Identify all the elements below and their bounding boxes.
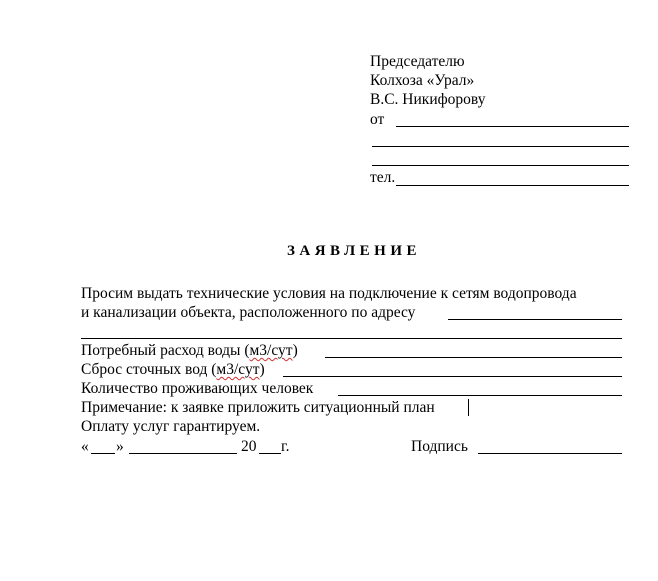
water-unit: м3/сут <box>249 342 293 359</box>
from-blank-line <box>396 126 629 127</box>
year-blank-line <box>259 453 281 454</box>
month-blank-line <box>129 453 237 454</box>
residents-fill-line <box>338 395 622 396</box>
document-title: ЗАЯВЛЕНИЕ <box>286 243 422 259</box>
sewage-unit: м3/сут <box>216 361 260 378</box>
request-paragraph-line-2: и канализации объекта, расположенного по адресу <box>81 304 416 321</box>
text-cursor <box>468 399 469 416</box>
year-prefix: 20 <box>241 438 257 455</box>
address-blank-line-2 <box>372 165 629 166</box>
sewage-fill-line <box>283 376 622 377</box>
water-label-end: ) <box>292 342 298 359</box>
day-blank-line <box>91 453 115 454</box>
sewage-label-start: Сброс сточных вод ( <box>81 361 217 378</box>
date-close-quote: » <box>116 438 124 455</box>
addressee-line-3: В.С. Никифорову <box>370 91 486 108</box>
sewage-label <box>81 360 265 379</box>
guarantee-text: Оплату услуг гарантируем. <box>81 418 261 435</box>
addressee-line-1: Председателю <box>370 53 465 70</box>
addressee-line-2: Колхоза «Урал» <box>370 72 475 89</box>
water-label-start: Потребный расход воды ( <box>81 342 250 359</box>
signature-blank-line <box>478 453 622 454</box>
year-suffix: г. <box>281 438 290 455</box>
address-fill-line-2 <box>81 338 622 339</box>
from-label: от <box>370 111 385 128</box>
sewage-label-end: ) <box>259 361 265 378</box>
signature-label: Подпись <box>411 438 468 455</box>
phone-label: тел. <box>370 169 396 186</box>
address-blank-line-1 <box>372 146 629 147</box>
date-open-quote: « <box>81 438 89 455</box>
residents-label: Количество проживающих человек <box>81 380 314 397</box>
address-fill-line <box>448 319 622 320</box>
note-text[interactable]: Примечание: к заявке приложить ситуационный план <box>81 399 435 416</box>
water-consumption-label <box>81 341 298 360</box>
water-fill-line <box>325 357 622 358</box>
request-paragraph-line-1: Просим выдать технические условия на подключение к сетям водопровода <box>81 285 577 302</box>
phone-blank-line <box>396 185 629 186</box>
